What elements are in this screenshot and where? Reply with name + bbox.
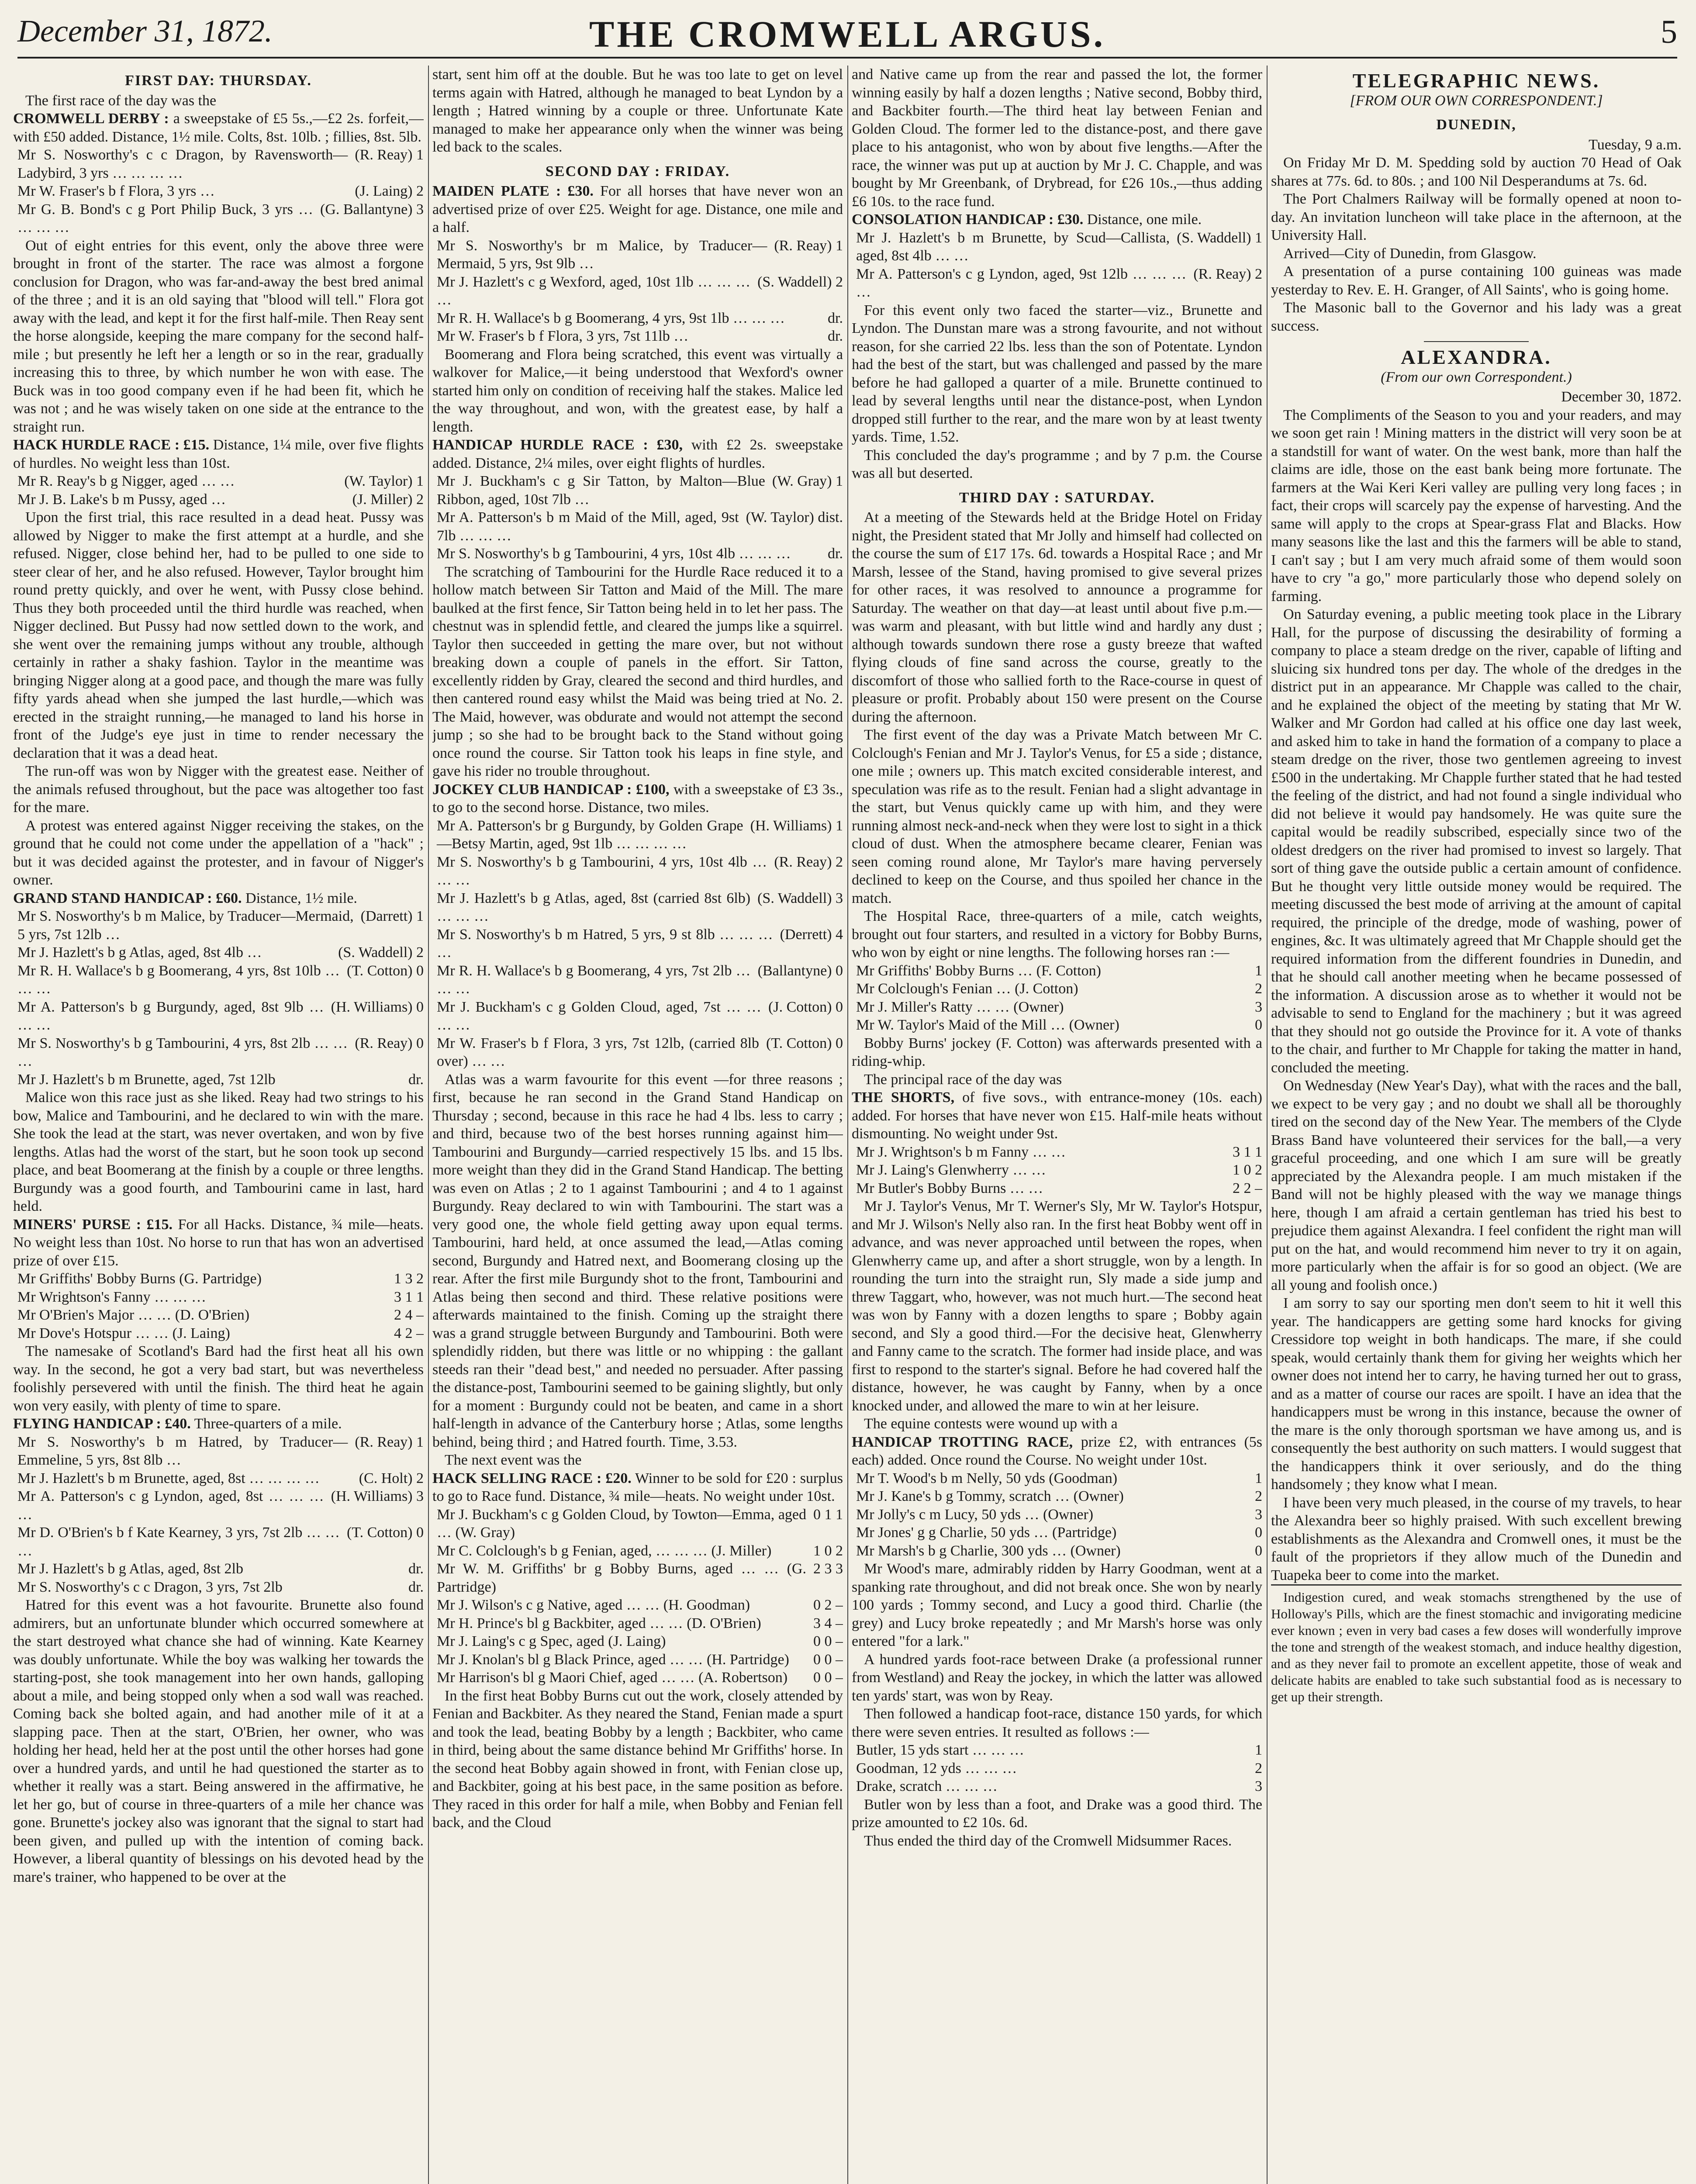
entry-result: dr. xyxy=(828,328,843,344)
entry-horse: Mr W. Fraser's b f Flora, 3 yrs, 7st 11lb … xyxy=(437,328,689,344)
entry-result: 1 3 2 xyxy=(394,1271,424,1287)
entry-horse: Mr J. Laing's Glenwherry … … xyxy=(856,1162,1046,1178)
entry-result: 1 xyxy=(1255,1470,1262,1486)
race-name: HACK SELLING RACE : £20. xyxy=(432,1470,632,1486)
entry-horse: Mr J. Buckham's c g Golden Cloud, aged, 7st … … … … xyxy=(437,999,762,1033)
race-entry xyxy=(852,962,1262,980)
paragraph: Bobby Burns' jockey (F. Cotton) was afterwards presented with a riding-whip. xyxy=(852,1035,1262,1069)
entry-result: (R. Reay) 2 xyxy=(774,854,843,870)
entry-result: 1 0 2 xyxy=(1233,1162,1262,1178)
entry-result: (G. Ballantyne) 3 xyxy=(320,201,424,218)
entry-result: (H. Williams) 0 xyxy=(331,999,424,1015)
entry-horse: Mr A. Patterson's b g Burgundy, aged, 8st 9lb … … … xyxy=(17,999,324,1033)
paragraph: The Masonic ball to the Governor and his lady was a great success. xyxy=(1271,300,1682,334)
race-entry xyxy=(13,907,424,943)
paragraph: The equine contests were wound up with a xyxy=(864,1416,1118,1432)
race-entry xyxy=(432,309,843,328)
entry-result: (S. Waddell) 1 xyxy=(1177,229,1262,246)
race-description xyxy=(852,211,1262,229)
race-entry xyxy=(432,1542,843,1560)
entry-result: 2 xyxy=(1255,1760,1262,1776)
race-entry xyxy=(432,545,843,563)
race-entry xyxy=(432,327,843,346)
page-number: 5 xyxy=(1661,14,1677,50)
paragraph: On Saturday evening, a public meeting took place in the Library Hall, for the purpose of discussing the desirability of forming a company to place a steam dredge on the river, capable of lifting and sluicing six hundred tons per day. The whole of the dredges in the district put in an appearance. Mr Chapple was called to the chair, and he explained the object of the meeting by stating that Mr W. Walker and Mr Gordon had called at his office one day last week, and asked him to take in hand the formation of a company to place a steam dredge on the river, those two gentlemen agreeing to invest £500 in the undertaking. Mr Chapple further stated that he had tested the feeling of the district, and had not found a single individual who did not believe it would pay handsomely. He was quite sure the capital would be readily subscribed, especially since two of the oldest dredgers on the river had promised to invest so largely. That sort of thing gave the outside public a certain amount of confidence. But he thought very little outside money would be required. The meeting discussed the best mode of arriving at the amount of capital required, the principle of the dredge, mode of washing, power of engines, &c. It was ultimately agreed that Mr Chapple should get the required information from the different foundries in Dunedin, and that he should call another meeting when he became possessed of the information. A discussion arose as to whether it would not be advisable to send to England for the machinery ; but it was agreed that they should not go outside the Province for it. A vote of thanks to the chair, and further to Mr Chapple for taking the matter in hand, concluded the meeting. xyxy=(1271,606,1682,1076)
entry-result: 2 2 – xyxy=(1233,1180,1262,1196)
entry-result: 1 0 2 xyxy=(813,1542,843,1559)
entry-horse: Mr Marsh's b g Charlie, 300 yds … (Owner) xyxy=(856,1542,1121,1559)
race-description xyxy=(432,1469,843,1506)
entry-result: (Derrett) 4 xyxy=(780,926,843,943)
race-entry xyxy=(13,1071,424,1089)
entry-horse: Butler, 15 yds start … … … xyxy=(856,1742,1024,1758)
entry-horse: Mr S. Nosworthy's b g Tambourini, 4 yrs, 10st 4lb … … … xyxy=(437,854,767,888)
entry-horse: Mr S. Nosworthy's b m Hatred, 5 yrs, 9 st 8lb … … … … xyxy=(437,926,773,961)
race-conditions: Distance, 1¼ mile, over five flights of hurdles. No weight less than 10st. xyxy=(13,437,424,471)
entry-result: dr. xyxy=(828,310,843,326)
entry-horse: Mr J. Hazlett's b g Atlas, aged, 8st (carried 8st 6lb) … … … xyxy=(437,890,751,924)
race-entry xyxy=(13,943,424,962)
race-conditions: For all horses that have never won an advertised prize of over £25. Weight for age. Distance, one mile and a half. xyxy=(432,183,843,235)
entry-horse: Mr R. Reay's b g Nigger, aged … … xyxy=(17,473,235,489)
paragraph: The Port Chalmers Railway will be formally opened at noon to-day. An invitation luncheon will take place in the afternoon, at the University Hall. xyxy=(1271,191,1682,243)
entry-horse: Mr A. Patterson's c g Lyndon, aged, 8st … … … … xyxy=(17,1488,324,1523)
entry-horse: Mr J. B. Lake's b m Pussy, aged … xyxy=(17,491,226,508)
paragraph: The Compliments of the Season to you and your readers, and may we soon get rain ! Mining matters in the district will very soon be at a standstill for want of water. On the west bank, more than half the claims are idle, those on the east bank being more fortunate. The farmers at the Wai Keri Keri valley are pulling very long faces ; in fact, their crops will scarcely pay the expense of harvesting. And the same will apply to the crops at Spear-grass Flat and Blacks. How many seasons like the last and this the farmers will be able to stand, I can't say ; but I am very much afraid some of them would soon have to cry "a go," more particularly those who depend solely on farming. xyxy=(1271,407,1682,605)
paragraph: Boomerang and Flora being scratched, this event was virtually a walkover for Malice,—it being understood that Wexford's owner started him only on condition of receiving half the stakes. Malice led the way throughout, and won, with the greatest ease, by half a length. xyxy=(432,346,843,435)
entry-result: 0 xyxy=(1255,1017,1262,1033)
section-divider xyxy=(1424,341,1529,342)
race-name: MAIDEN PLATE : £30. xyxy=(432,183,594,199)
byline: [FROM OUR OWN CORRESPONDENT.] xyxy=(1350,92,1603,109)
paragraph: The next event was the xyxy=(445,1452,582,1468)
paragraph: I have been very much pleased, in the course of my travels, to hear the Alexandra beer so highly praised. With such excellent brewing establishments as the Alexandra and Cromwell ones, it must be the fault of the proprietors if they allow much of the Dunedin and Tuapeka beer to come into the market. xyxy=(1271,1494,1682,1583)
entry-horse: Mr H. Prince's bl g Backbiter, aged … … (D. O'Brien) xyxy=(437,1615,761,1631)
race-entry xyxy=(432,1614,843,1633)
race-name: CROMWELL DERBY : xyxy=(13,111,169,127)
paragraph: I am sorry to say our sporting men don't seem to hit it well this year. The handicappers are getting some hard knocks for giving Cressidore top weight in both handicaps. The mare, if she could speak, would certainly thank them for giving her weights which her owner does not intend her to carry, he having turned her out to grass, and as a matter of course our races are spoilt. I have an idea that the handicappers must be wrong in this instance, because the owner of the mare is the only thorough sportsman we have among us, and is consequently the best authority on such matters. I would suggest that the handicappers think it over seriously, and do the thing handsomely ; they know what I mean. xyxy=(1271,1295,1682,1493)
entry-result: 0 xyxy=(1255,1542,1262,1559)
entry-result: 3 1 1 xyxy=(1233,1144,1262,1160)
entry-result: (H. Williams) 1 xyxy=(750,817,843,834)
paragraph: On Wednesday (New Year's Day), what with the races and the ball, we expect to be very gay ; and no doubt we shall all be thoroughly tired on the second day of the New Year. The members of the Clyde Brass Band have volunteered their services for the ball,—a very graceful proceeding, and one which I am sure will be greatly appreciated by the Alexandra people. I am much mistaken if the Band will not be highly pleased with the way we manage things here, though I am afraid a certain gentleman has tried his best to prejudice them against Alexandra. I feel confident the right man will put on the hat, and would recommend him never to try it on again, more particularly when the affair is for so good an object. (We are all young and foolish once.) xyxy=(1271,1078,1682,1293)
race-description xyxy=(13,889,424,908)
race-entry xyxy=(432,817,843,853)
advertisement: Indigestion cured, and weak stomachs strengthened by the use of Holloway's Pills, which are the finest stomachic and invigorating medicine ever known ; even in very bad cases a few doses will wonderfully improve the tone and strength of the weakest stomach, and induce healthy digestion, and as they never fail to promote an excellent appetite, those of weak and delicate habits are enabled to take such substantial food as is necessary to get up their strength. xyxy=(1271,1584,1682,1705)
paragraph: Arrived—City of Dunedin, from Glasgow. xyxy=(1283,245,1537,262)
race-entry xyxy=(13,1469,424,1488)
entry-result: (Ballantyne) 0 xyxy=(757,962,843,979)
race-entry xyxy=(852,1487,1262,1506)
entry-horse: Mr J. Hazlett's b m Brunette, by Scud—Callista, aged, 8st 4lb … … xyxy=(856,229,1170,264)
entry-horse: Mr Butler's Bobby Burns … … xyxy=(856,1180,1043,1196)
entry-horse: Mr Harrison's bl g Maori Chief, aged … … (A. Robertson) xyxy=(437,1669,788,1686)
entry-result: 0 0 – xyxy=(813,1669,843,1686)
entry-horse: Mr Griffiths' Bobby Burns (G. Partridge) xyxy=(17,1271,262,1287)
race-conditions: prize £2, with entrances (5s each) added. Once round the Course. No weight under 10st. xyxy=(852,1434,1262,1468)
entry-horse: Mr S. Nosworthy's b g Tambourini, 4 yrs, 10st 4lb … … … xyxy=(437,546,791,562)
entry-horse: Mr R. H. Wallace's b g Boomerang, 4 yrs, 8st 10lb … … … xyxy=(17,962,340,997)
entry-horse: Mr O'Brien's Major … … (D. O'Brien) xyxy=(17,1307,250,1323)
paragraph: Then followed a handicap foot-race, distance 150 yards, for which there were seven entries. It resulted as follows :— xyxy=(852,1706,1262,1740)
entry-horse: Mr J. Wilson's c g Native, aged … … (H. Goodman) xyxy=(437,1597,750,1613)
race-name: THE SHORTS, xyxy=(852,1089,955,1106)
race-entry xyxy=(852,1016,1262,1034)
entry-result: 4 2 – xyxy=(394,1325,424,1341)
race-conditions: a sweepstake of £5 5s.,—£2 2s. forfeit,—with £50 added. Distance, 1½ mile. Colts, 8st. 10lb. ; fillies, 8st. 5lb. xyxy=(13,111,424,145)
entry-result: (T. Cotton) 0 xyxy=(766,1035,843,1051)
race-entry xyxy=(432,1034,843,1071)
race-description xyxy=(432,781,843,817)
dateline-place: DUNEDIN, xyxy=(1436,117,1516,133)
paragraph: On Friday Mr D. M. Spedding sold by auction 70 Head of Oak shares at 77s. 6d. to 80s. ; and 100 Nil Desperandums at 7s. 6d. xyxy=(1271,155,1682,189)
entry-result: (R. Reay) 1 xyxy=(774,237,843,254)
race-entry xyxy=(432,1669,843,1687)
section-title: TELEGRAPHIC NEWS. xyxy=(1352,69,1600,92)
entry-result: 0 1 1 xyxy=(813,1506,843,1523)
entry-horse: Mr C. Colclough's b g Fenian, aged, … … … (J. Miller) xyxy=(437,1542,772,1559)
race-entry xyxy=(13,1524,424,1560)
paragraph: A hundred yards foot-race between Drake (a professional runner from Westland) and Reay the jockey, in which the latter was allowed ten yards' start, was won by Reay. xyxy=(852,1651,1262,1704)
race-conditions: For all Hacks. Distance, ¾ mile—heats. No weight less than 10st. No horse to run that has won an advertised prize of over £15. xyxy=(13,1216,424,1269)
race-name: JOCKEY CLUB HANDICAP : £100, xyxy=(432,781,670,798)
column-rule xyxy=(428,66,429,2184)
race-entry xyxy=(13,1324,424,1343)
race-entry xyxy=(432,1651,843,1669)
paragraph: Hatred for this event was a hot favourite. Brunette also found admirers, but an unfortunate blunder which occurred somewhere at the start destroyed what chance she had of winning. Kate Kearney was doubly unfortunate. While the boy was walking her towards the starting-post, she took management into her own hands, galloping about a mile, and being stopped only when a sod wall was reached. Coming back she bolted again, and had another mile of it at a slapping pace. Then at the start, O'Brien, her owner, who was holding her head, held her at the post until the other horses had gone over a hundred yards, and until he had questioned the starter as to whether it really was a start. Being answered in the affirmative, he let her go, but of course in three-quarters of a mile her chance was gone. Brunette's jockey also was ignorant that the signal to start had been given, and pulled up with the intention of coming back. However, a liberal quantity of blessings on his devoted head by the mare's trainer, who happened to be over at the xyxy=(13,1597,424,1885)
paragraph: A protest was entered against Nigger receiving the stakes, on the ground that he could not come under the appellation of a "hack" ; but it was decided against the protester, and in favour of Nigger's owner. xyxy=(13,817,424,888)
entry-result: (H. Williams) 3 xyxy=(331,1488,424,1504)
entry-horse: Mr J. Hazlett's c g Wexford, aged, 10st 1lb … … … … xyxy=(437,273,751,308)
entry-result: 0 2 – xyxy=(813,1597,843,1613)
race-conditions: Distance, one mile. xyxy=(1083,211,1202,228)
entry-horse: Mr A. Patterson's b m Maid of the Mill, aged, 9st 7lb … … … xyxy=(437,509,739,544)
race-entry xyxy=(432,853,843,889)
race-name: FLYING HANDICAP : £40. xyxy=(13,1416,191,1432)
entry-horse: Mr S. Nosworthy's c c Dragon, 3 yrs, 7st 2lb xyxy=(17,1579,283,1595)
entry-result: 1 xyxy=(1255,962,1262,979)
race-entry xyxy=(852,1524,1262,1542)
entry-horse: Mr S. Nosworthy's br m Malice, by Traducer—Mermaid, 5 yrs, 9st 9lb … xyxy=(437,237,767,272)
race-entry xyxy=(432,962,843,998)
race-entry xyxy=(13,1487,424,1524)
entry-result: (Darrett) 1 xyxy=(360,908,424,924)
entry-result: (R. Reay) 1 xyxy=(355,147,424,163)
paragraph: start, sent him off at the double. But he was too late to get on level terms again with Hatred, although he managed to beat Lyndon by a length ; Hatred winning by a couple or three. Unfortunate Kate managed to make her appearance only when the winner was being led back to the scales. xyxy=(432,66,843,155)
entry-result: 2 4 – xyxy=(394,1307,424,1323)
paragraph: Malice won this race just as she liked. Reay had two strings to his bow, Malice and Tambourini, and he declared to win with the mare. She took the lead at the start, was never overtaken, and won by five lengths. Atlas had the worst of the start, but he soon took up second place, and beat Boomerang at the finish by a couple or three lengths. Burgundy was a good fourth, and Tambourini came in last, hard held. xyxy=(13,1089,424,1214)
race-entry xyxy=(432,1560,843,1596)
entry-result: 3 1 1 xyxy=(394,1289,424,1305)
race-description xyxy=(852,1433,1262,1469)
entry-horse: Mr Wrightson's Fanny … … … xyxy=(17,1289,206,1305)
entry-horse: Mr W. Taylor's Maid of the Mill … (Owner) xyxy=(856,1017,1119,1033)
entry-result: 1 xyxy=(1255,1742,1262,1758)
entry-result: (R. Reay) 2 xyxy=(1193,266,1262,282)
paragraph: Thus ended the third day of the Cromwell Midsummer Races. xyxy=(864,1832,1232,1849)
section-title: ALEXANDRA. xyxy=(1401,346,1552,368)
race-entry xyxy=(852,980,1262,998)
race-conditions: Winner to be sold for £20 : surplus to go to Race fund. Distance, ¾ mile—heats. No weight under 10st. xyxy=(432,1470,843,1504)
entry-horse: Mr J. Buckham's c g Golden Cloud, by Towton—Emma, aged … (W. Gray) xyxy=(437,1506,806,1541)
race-entry xyxy=(432,508,843,545)
entry-result: 3 xyxy=(1255,1506,1262,1523)
section-heading: SECOND DAY : FRIDAY. xyxy=(545,163,730,180)
race-conditions: of five sovs., with entrance-money (10s. each) added. For horses that have never won £15. Half-mile heats without dismounting. No weight under 9st. xyxy=(852,1089,1262,1142)
entry-horse: Mr A. Patterson's c g Lyndon, aged, 9st 12lb … … … … xyxy=(856,266,1187,300)
entry-result: dr. xyxy=(408,1579,424,1595)
paragraph: The first race of the day was the xyxy=(25,92,217,109)
entry-horse: Mr J. Knolan's bl g Black Prince, aged … … (H. Partridge) xyxy=(437,1651,789,1668)
entry-horse: Mr J. Hazlett's b m Brunette, aged, 8st … … … … xyxy=(17,1470,320,1486)
race-entry xyxy=(13,200,424,237)
column-races-day-one xyxy=(13,66,424,2184)
column-rule xyxy=(1267,66,1268,2184)
entry-horse: Mr G. B. Bond's c g Port Philip Buck, 3 yrs … … … … xyxy=(17,201,313,235)
race-conditions: with a sweepstake of £3 3s., to go to the second horse. Distance, two miles. xyxy=(432,781,843,816)
entry-result: dr. xyxy=(408,1561,424,1577)
paragraph: The namesake of Scotland's Bard had the first heat all his own way. In the second, he got a very bad start, but was nevertheless foolishly persevered with until the finish. The third heat he again won very easily, with plenty of time to spare. xyxy=(13,1343,424,1414)
entry-result: (W. Gray) 1 xyxy=(772,473,843,489)
newspaper-title: THE CROMWELL ARGUS. xyxy=(589,13,1106,55)
race-name: HACK HURDLE RACE : £15. xyxy=(13,437,210,453)
entry-result: (S. Waddell) 2 xyxy=(757,273,843,290)
entry-horse: Drake, scratch … … … xyxy=(856,1778,998,1794)
paragraph: Atlas was a warm favourite for this event —for three reasons ; first, because he ran second in the Grand Stand Handicap on Thursday ; second, because in this race he had 4 lbs. less to carry ; and third, because two of the best horses running against him—Tambourini and Burgundy—carried respectively 15 lbs. and 15 lbs. more weight than they did in the Grand Stand Handicap. The betting was even on Atlas ; 2 to 1 against Tambourini ; and 4 to 1 against Burgundy. Reay declared to win with Tambourini. The start was a very good one, the whole field getting away upon equal terms. Tambourini, hard held, at once assumed the lead,—Atlas coming second, Burgundy and Hatred next, and Boomerang closing up the rear. After the first mile Burgundy shot to the front, Tambourini and Atlas being then second and third. These relative positions were afterwards maintained to the finish. Coming up the straight there was a grand struggle between Burgundy and Tambourini. Both were splendidly ridden, but there was little or no whipping : the gallant steeds ran their "dead best," and needed no persuader. After passing the distance-post, Tambourini seemed to be gaining slightly, but only for a moment : Burgundy could not be beaten, and came in a short half-length in advance of the Canterbury horse ; Atlas, some lengths behind, being third ; and Hatred fourth. Time, 3.53. xyxy=(432,1071,843,1450)
entry-result: (W. Taylor) dist. xyxy=(746,509,843,525)
paragraph: In the first heat Bobby Burns cut out the work, closely attended by Fenian and Backbiter. As they neared the Stand, Fenian made a spurt and took the lead, beating Bobby by a length ; Backbiter, who came in third, being about the same distance behind Mr Griffiths' horse. In the second heat Bobby again showed in front, with Fenian close up, and Backbiter, going at his best pace, in the same position as before. They raced in this order for half a mile, when Bobby and Fenian fell back, and the Cloud xyxy=(432,1687,843,1831)
race-entry xyxy=(852,1542,1262,1560)
entry-result: 0 0 – xyxy=(813,1633,843,1649)
entry-horse: Mr S. Nosworthy's b g Tambourini, 4 yrs, 8st 2lb … … … xyxy=(17,1035,348,1069)
paragraph: The principal race of the day was xyxy=(864,1071,1062,1088)
race-entry xyxy=(852,1143,1262,1161)
entry-horse: Mr Griffiths' Bobby Burns … (F. Cotton) xyxy=(856,962,1101,979)
paragraph: The Hospital Race, three-quarters of a mile, catch weights, brought out four starters, and resulted in a victory for Bobby Burns, who won by eight or nine lengths. The following horses ran :— xyxy=(852,908,1262,961)
race-entry xyxy=(13,1306,424,1324)
paragraph: Mr Wood's mare, admirably ridden by Harry Goodman, went at a spanking rate throughout, and did not break once. She won by nearly 100 yards ; Tommy second, and Lucy a good third. Charlie (the grey) and Lucy broke repeatedly ; and Mr Marsh's horse was only entered "for a lark." xyxy=(852,1561,1262,1649)
entry-horse: Mr W. Fraser's b f Flora, 3 yrs … xyxy=(17,183,215,199)
race-conditions: Three-quarters of a mile. xyxy=(190,1416,342,1432)
race-name: HANDICAP TROTTING RACE, xyxy=(852,1434,1073,1450)
entry-horse: Mr W. Fraser's b f Flora, 3 yrs, 7st 12lb, (carried 8lb over) … … xyxy=(437,1035,760,1069)
paragraph: and Native came up from the rear and passed the lot, the former winning easily by half a dozen lengths ; Native second, Bobby third, and Backbiter fourth.—The third heat lay between Fenian and Golden Cloud. The former led to the distance-post, and there gave place to his antagonist, who won by about five lengths.—After the race, the winner was put up at auction by Mr J. C. Chapple, and was bought by Mr Greenbank, of Drybread, for £26 10s.,—thus adding £6 10s. to the race fund. xyxy=(852,66,1262,210)
entry-horse: Mr J. Hazlett's b m Brunette, aged, 7st 12lb xyxy=(17,1071,276,1088)
paragraph: This concluded the day's programme ; and by 7 p.m. the Course was all but deserted. xyxy=(852,447,1262,481)
entry-result: 3 4 – xyxy=(813,1615,843,1631)
entry-horse: Mr T. Wood's b m Nelly, 50 yds (Goodman) xyxy=(856,1470,1118,1486)
race-entry xyxy=(432,273,843,309)
entry-horse: Mr Jolly's c m Lucy, 50 yds … (Owner) xyxy=(856,1506,1094,1523)
race-conditions: Distance, 1½ mile. xyxy=(242,890,357,906)
race-entry xyxy=(852,1161,1262,1179)
masthead xyxy=(17,9,1677,59)
race-name: GRAND STAND HANDICAP : £60. xyxy=(13,890,242,906)
column-races-day-three xyxy=(852,66,1262,2184)
race-entry xyxy=(852,998,1262,1016)
entry-horse: Mr Jones' g g Charlie, 50 yds … (Partridge) xyxy=(856,1524,1117,1541)
race-entry xyxy=(432,926,843,962)
race-entry xyxy=(13,962,424,998)
race-entry xyxy=(13,182,424,200)
race-entry xyxy=(432,472,843,508)
entry-horse: Mr Dove's Hotspur … … (J. Laing) xyxy=(17,1325,230,1341)
paragraph: Mr J. Taylor's Venus, Mr T. Werner's Sly, Mr W. Taylor's Hotspur, and Mr J. Wilson's Nelly also ran. In the first heat Bobby went off in advance, and was never approached until between the ropes, when Glenwherry came up, and after a short struggle, won by a length. In rounding the turn into the straight run, Sly made a side jump and threw Taggart, who, however, was not much hurt.—The second heat was won by Fanny with a dozen lengths to spare ; Bobby again second, and Sly a good third.—For the decisive heat, Glenwherry and Fanny came to the scratch. The former had inside place, and was first to respond to the starter's signal. Before he had covered half the distance, however, he was caught by Fanny, when by a once knocked under, and allowed the mare to win at her leisure. xyxy=(852,1198,1262,1414)
race-entry xyxy=(852,1741,1262,1759)
entry-horse: Mr D. O'Brien's b f Kate Kearney, 3 yrs, 7st 2lb … … … xyxy=(17,1524,340,1559)
race-entry xyxy=(432,237,843,273)
race-description xyxy=(13,436,424,472)
paragraph: A presentation of a purse containing 100 guineas was made yesterday to Rev. E. H. Granger, of All Saints', who is going home. xyxy=(1271,263,1682,298)
entry-result: (J. Miller) 2 xyxy=(352,491,424,508)
race-name: HANDICAP HURDLE RACE : £30, xyxy=(432,437,683,453)
entry-result: 2 3 3 xyxy=(813,1561,843,1577)
race-entry xyxy=(432,1632,843,1651)
paragraph: Upon the first trial, this race resulted in a dead heat. Pussy was allowed by Nigger to make the first attempt at a hurdle, and she refused. Nigger, close behind her, had to be pulled to one side to steer clear of her, and he also refused. However, Taylor brought him round pretty quickly, and over he went, with Pussy close behind. Thus they both proceeded until the third hurdle was reached, when Nigger declined. But Pussy had now settled down to the work, and she went over the remaining jumps without any trouble, although certainly in rather a shaky fashion. Taylor in the meantime was bringing Nigger along at a good pace, and though the mare was fully fifty yards ahead when she jumped the last hurdle,—which was erected in the straight running,—he managed to land his horse in front of the Judge's eye just in time to render necessary the declaration that it was a dead heat. xyxy=(13,509,424,761)
race-name: MINERS' PURSE : £15. xyxy=(13,1216,173,1233)
paragraph: The run-off was won by Nigger with the greatest ease. Neither of the animals refused throughout, but the pace was altogether too fast for the mare. xyxy=(13,763,424,816)
race-entry xyxy=(13,1288,424,1306)
paragraph: At a meeting of the Stewards held at the Bridge Hotel on Friday night, the President stated that Mr Jolly and himself had collected on the course the sum of £17 17s. 6d. towards a Hospital Race ; and Mr Marsh, lessee of the Stand, having promised to give several prizes for other races, it was resolved to announce a programme for Saturday. The weather on that day—at least until about five p.m.—was warm and pleasant, with but little wind and hardly any dust ; although towards sundown there rose a gusty breeze that wafted flying clouds of fine sand across the course, greatly to the discomfort of those who sallied forth to the Race-course in quest of pleasure or profit. Probably about 150 were present on the Course during the afternoon. xyxy=(852,509,1262,725)
race-entry xyxy=(13,998,424,1034)
paragraph: Butler won by less than a foot, and Drake was a good third. The prize amounted to £2 10s. 6d. xyxy=(852,1796,1262,1831)
dateline: Tuesday, 9 a.m. xyxy=(1589,136,1682,153)
race-description xyxy=(432,182,843,237)
entry-horse: Mr J. Hazlett's b g Atlas, aged, 8st 4lb … xyxy=(17,944,262,961)
entry-horse: Mr J. Kane's b g Tommy, scratch … (Owner) xyxy=(856,1488,1124,1504)
race-entry xyxy=(13,146,424,182)
entry-result: 2 xyxy=(1255,1488,1262,1504)
issue-date: December 31, 1872. xyxy=(17,14,273,48)
paragraph: For this event only two faced the starter—viz., Brunette and Lyndon. The Dunstan mare was a strong favourite, and not without reason, for she carried 22 lbs. less than the son of Potentate. Lyndon had the best of the start, but was challenged and passed by the mare before he had galloped a quarter of a mile. Brunette continued to lead by several lengths until near the distance-post, when Lyndon dropped still further to the rear, and the mare won by at least twenty yards. Time, 1.52. xyxy=(852,302,1262,445)
race-entry xyxy=(13,1034,424,1071)
race-entry xyxy=(852,1506,1262,1524)
paragraph: Out of eight entries for this event, only the above three were brought in front of the starter. The race was almost a forgone conclusion for Dragon, who was far-and-away the best bred animal of the three ; and it is an old saying that "blood will tell." Flora got away with the lead, and kept it for the first half-mile. Then Reay sent the horse alongside, keeping the mare company for the second half-mile ; but presently he left her a length or so in the rear, gradually increasing this to three, by which number he won with ease. The Buck was in too good company even if he had been fit, which he was not ; and he was wisely taken on one side at the entrance to the straight run. xyxy=(13,237,424,435)
entry-result: 2 xyxy=(1255,981,1262,997)
race-entry xyxy=(13,1433,424,1469)
entry-horse: Mr J. Buckham's c g Sir Tatton, by Malton—Blue Ribbon, aged, 10st 7lb … xyxy=(437,473,765,508)
entry-horse: Mr J. Wrightson's b m Fanny … … xyxy=(856,1144,1066,1160)
entry-horse: Mr J. Laing's c g Spec, aged (J. Laing) xyxy=(437,1633,666,1649)
race-entry xyxy=(852,229,1262,265)
race-description xyxy=(852,1089,1262,1143)
entry-result: 0 xyxy=(1255,1524,1262,1541)
entry-horse: Mr S. Nosworthy's c c Dragon, by Ravensworth—Ladybird, 3 yrs … … … … xyxy=(17,147,348,181)
column-rule xyxy=(847,66,848,2184)
race-entry xyxy=(13,472,424,491)
entry-result: (R. Reay) 0 xyxy=(355,1035,424,1051)
paragraph: The first event of the day was a Private Match between Mr C. Colclough's Fenian and Mr J. Taylor's Venus, for £5 a side ; distance, one mile ; owners up. This match excited considerable interest, and speculation was rife as to the result. Fenian had a slight advantage in the start, but Venus quickly came up with him, and they were running almost neck-and-neck when they were lost to sight in a thick cloud of dust. When the atmosphere became clearer, Fenian was seen coming round alone, Mr Taylor's mare having perversely declined to keep on the Course, and thus spoiled her chance in the match. xyxy=(852,727,1262,906)
column-telegraphic-alexandra xyxy=(1271,66,1682,2184)
dateline: December 30, 1872. xyxy=(1561,389,1682,405)
entry-result: (T. Cotton) 0 xyxy=(347,1524,424,1541)
entry-result: 0 0 – xyxy=(813,1651,843,1668)
race-description xyxy=(13,1415,424,1433)
entry-horse: Mr J. Miller's Ratty … … (Owner) xyxy=(856,999,1064,1015)
race-description xyxy=(13,110,424,146)
paragraph: The scratching of Tambourini for the Hurdle Race reduced it to a hollow match between Sir Tatton and Maid of the Mill. The mare baulked at the first fence, Sir Tatton being held in to let her pass. The chestnut was in splendid fettle, and cleared the jumps like a squirrel. Taylor then succeeded in getting the mare over, but not without breaking down a couple of panels in the effort. Sir Tatton, excellently ridden by Gray, cleared the second and third hurdles, and then cantered round easy whilst the Maid was being tried at No. 2. The Maid, however, was obdurate and would not attempt the second jump ; so she had to be brought back to the Stand without going once round the course. Sir Tatton took his leaps in fine style, and gave his rider no trouble throughout. xyxy=(432,563,843,779)
race-entry xyxy=(852,1759,1262,1778)
entry-result: (J. Cotton) 0 xyxy=(768,999,843,1015)
entry-result: (R. Reay) 1 xyxy=(355,1434,424,1450)
race-entry xyxy=(13,1270,424,1288)
entry-horse: Mr R. H. Wallace's b g Boomerang, 4 yrs, 9st 1lb … … … xyxy=(437,310,785,326)
entry-result: (T. Cotton) 0 xyxy=(347,962,424,979)
entry-result: dr. xyxy=(408,1071,424,1088)
race-entry xyxy=(13,1578,424,1597)
entry-horse: Mr W. M. Griffiths' br g Bobby Burns, aged … … (G. Partridge) xyxy=(437,1561,806,1595)
entry-result: 3 xyxy=(1255,1778,1262,1794)
race-entry xyxy=(432,889,843,926)
race-name: CONSOLATION HANDICAP : £30. xyxy=(852,211,1084,228)
entry-horse: Mr J. Hazlett's b g Atlas, aged, 8st 2lb xyxy=(17,1561,244,1577)
race-entry xyxy=(852,1469,1262,1488)
race-entry xyxy=(852,1777,1262,1796)
entry-horse: Mr S. Nosworthy's b m Hatred, by Traducer—Emmeline, 5 yrs, 8st 8lb … xyxy=(17,1434,348,1468)
entry-result: (C. Holt) 2 xyxy=(359,1470,424,1486)
entry-result: dr. xyxy=(828,546,843,562)
race-entry xyxy=(852,265,1262,301)
race-description xyxy=(13,1216,424,1270)
entry-horse: Mr R. H. Wallace's b g Boomerang, 4 yrs, 7st 2lb … … … xyxy=(437,962,751,997)
section-heading: THIRD DAY : SATURDAY. xyxy=(959,489,1155,506)
race-entry xyxy=(432,1506,843,1542)
entry-result: (S. Waddell) 2 xyxy=(338,944,424,961)
race-entry xyxy=(432,998,843,1034)
entry-horse: Mr A. Patterson's br g Burgundy, by Golden Grape—Betsy Martin, aged, 9st 1lb … … … … xyxy=(437,817,743,852)
race-entry xyxy=(852,1179,1262,1198)
race-conditions: with £2 2s. sweepstake added. Distance, 2¼ miles, over eight flights of hurdles. xyxy=(432,437,843,471)
byline: (From our own Correspondent.) xyxy=(1381,369,1572,385)
column-races-day-two xyxy=(432,66,843,2184)
entry-result: (J. Laing) 2 xyxy=(355,183,424,199)
entry-horse: Goodman, 12 yds … … … xyxy=(856,1760,1017,1776)
entry-result: (W. Taylor) 1 xyxy=(344,473,424,489)
race-description xyxy=(432,436,843,472)
section-heading: FIRST DAY: THURSDAY. xyxy=(125,73,312,89)
entry-horse: Mr S. Nosworthy's b m Malice, by Traducer—Mermaid, 5 yrs, 7st 12lb … xyxy=(17,908,354,943)
race-entry xyxy=(13,1560,424,1578)
entry-result: (S. Waddell) 3 xyxy=(757,890,843,906)
race-entry xyxy=(13,491,424,509)
entry-horse: Mr Colclough's Fenian … (J. Cotton) xyxy=(856,981,1078,997)
entry-result: 3 xyxy=(1255,999,1262,1015)
race-entry xyxy=(432,1596,843,1614)
